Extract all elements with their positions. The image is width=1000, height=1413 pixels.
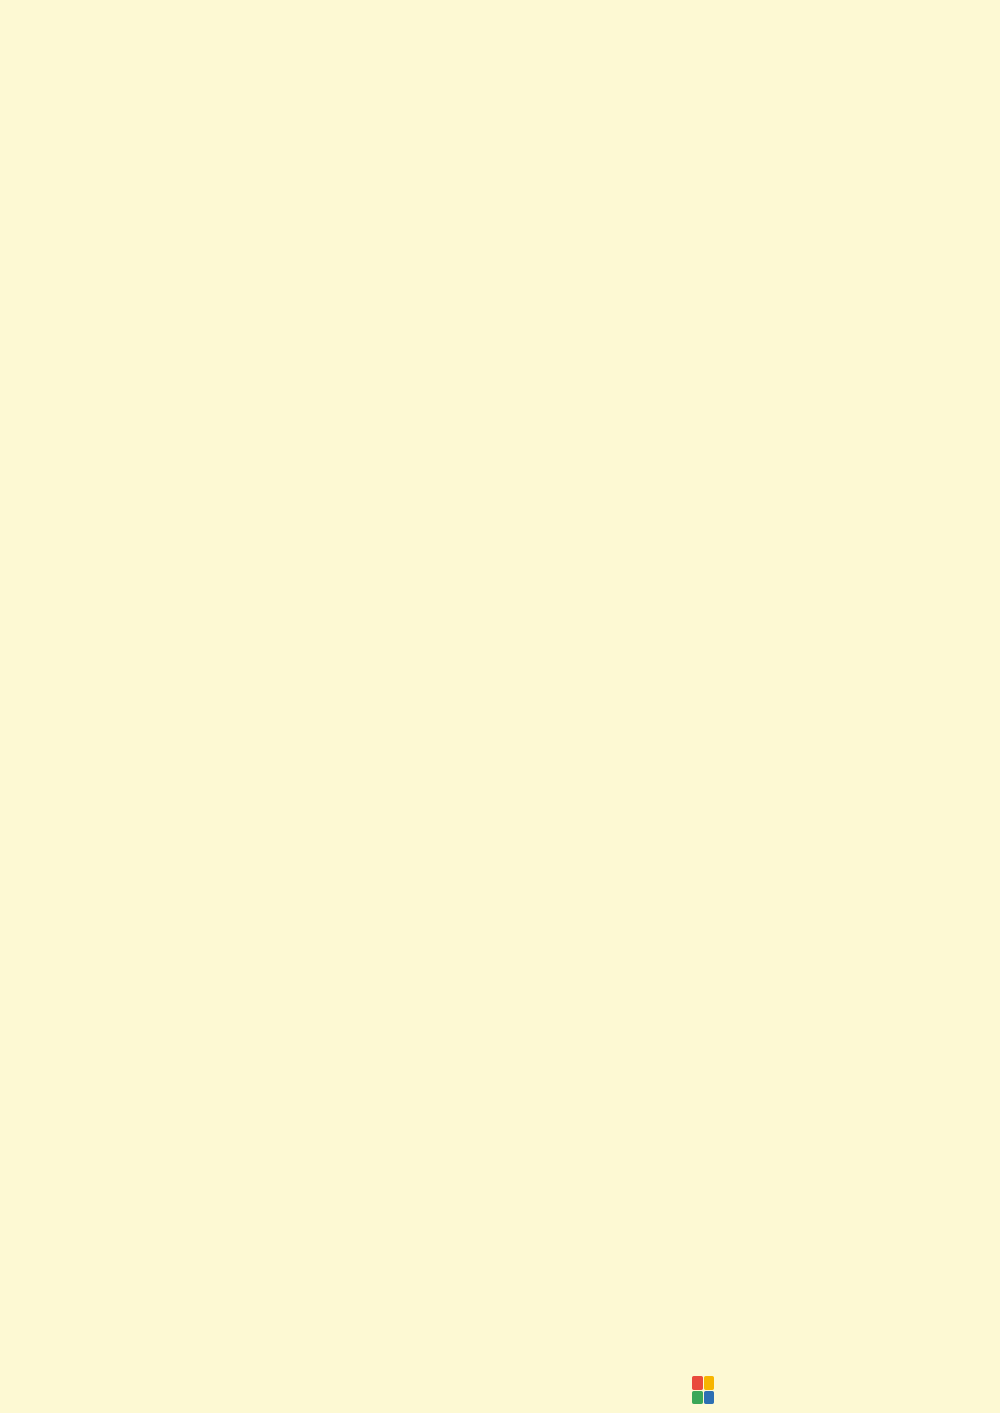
vine-border-left [28, 32, 54, 1372]
vine-border-right [948, 32, 974, 1372]
liveworksheets-logo[interactable] [692, 1372, 717, 1408]
logo-badge-icon [692, 1376, 714, 1404]
vine-border [28, 32, 974, 1372]
vine-border-bottom [28, 1352, 974, 1374]
vine-border-top [28, 32, 974, 54]
